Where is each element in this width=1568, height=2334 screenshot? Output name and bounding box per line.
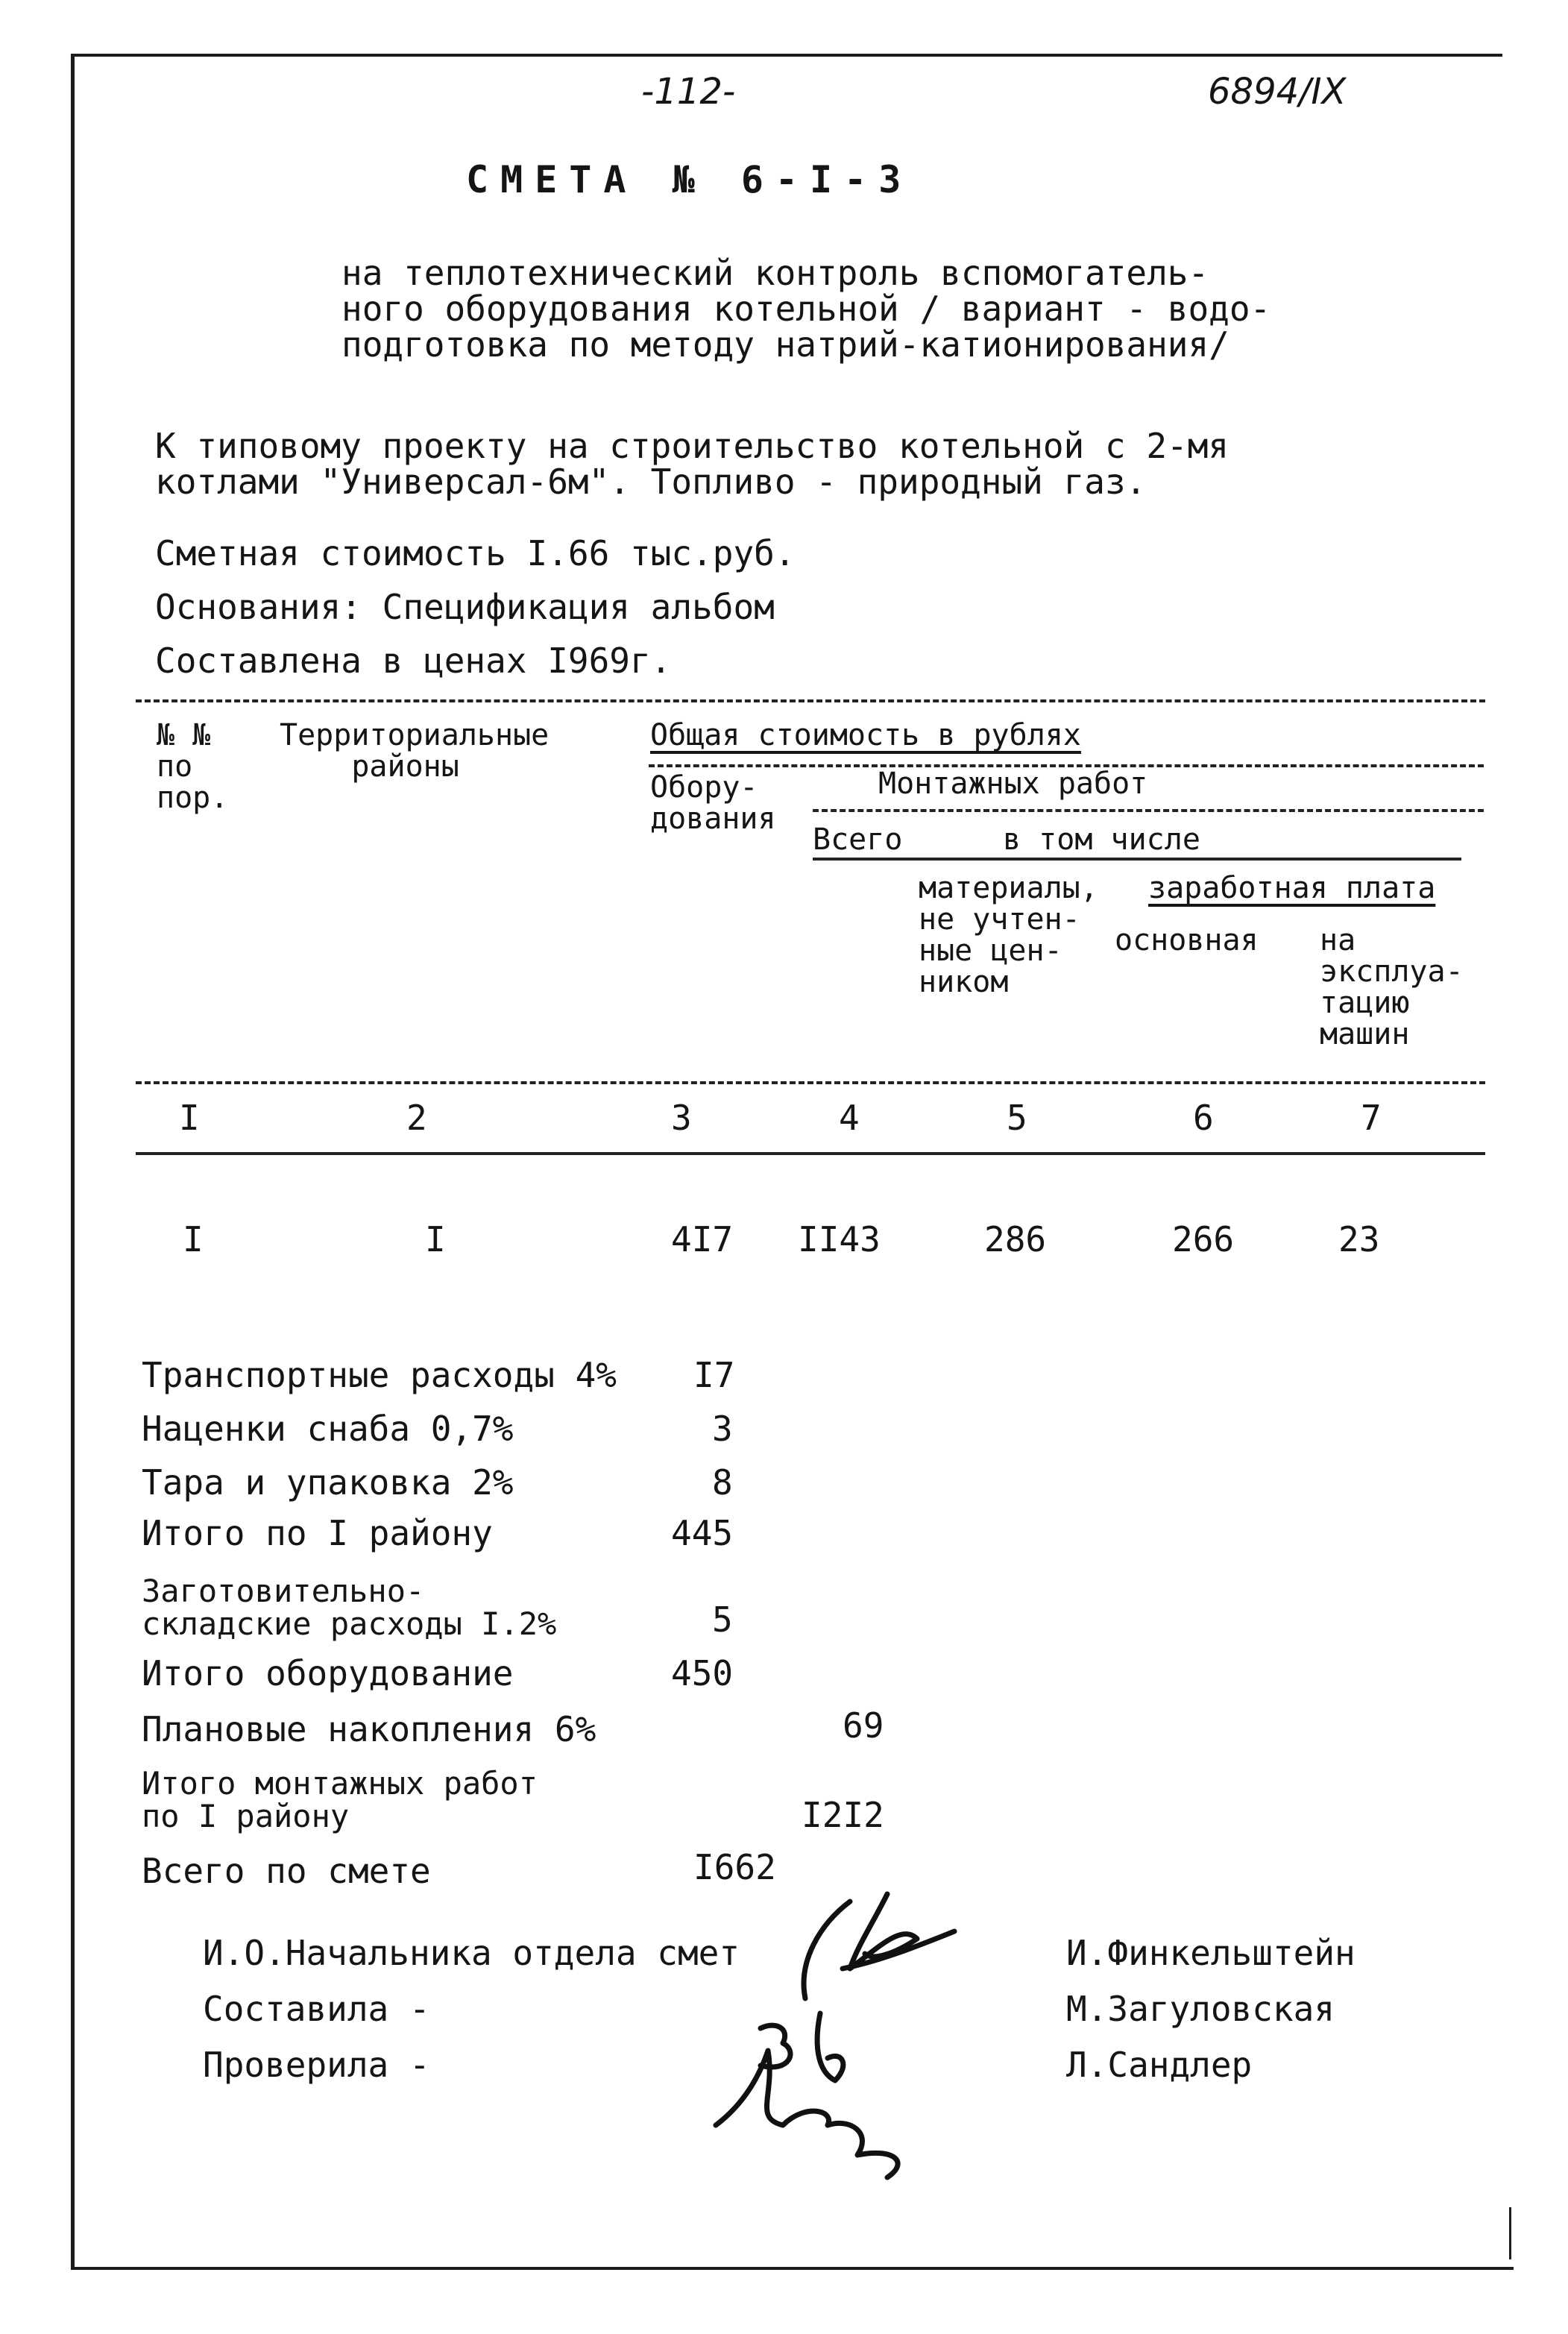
summary-value: 445 bbox=[671, 1513, 734, 1553]
summary-value: 8 bbox=[712, 1462, 733, 1503]
subtitle-line-2: ного оборудования котельной / вариант - водо- bbox=[341, 289, 1271, 329]
table-cell: II43 bbox=[798, 1219, 881, 1259]
summary-label: Итого по I району bbox=[142, 1513, 493, 1553]
header-wages: заработная плата bbox=[1148, 871, 1436, 905]
archive-number: 6894/IX bbox=[1208, 71, 1347, 113]
signature-name: И.Финкельштейн bbox=[1066, 1933, 1356, 1973]
summary-label: Итого монтажных работ по I району bbox=[142, 1765, 538, 1834]
table-cell: 266 bbox=[1172, 1219, 1235, 1259]
header-bottom-rule bbox=[136, 1081, 1485, 1084]
header-territory: Территориальные районы bbox=[280, 718, 550, 784]
table-cell: 286 bbox=[984, 1219, 1047, 1259]
frame-top-border bbox=[71, 54, 1502, 57]
column-number: 5 bbox=[1007, 1098, 1027, 1138]
including-rule bbox=[813, 858, 1461, 861]
handwritten-signatures bbox=[671, 1879, 1007, 2192]
table-cell: I bbox=[425, 1219, 446, 1259]
column-number: I bbox=[179, 1098, 200, 1138]
summary-label: Заготовительно- складские расходы I.2% bbox=[142, 1573, 557, 1642]
subtitle-line-1: на теплотехнический контроль вспомогатель- bbox=[341, 253, 1209, 293]
summary-value: I662 bbox=[693, 1847, 776, 1887]
header-num: № № по пор. bbox=[157, 718, 229, 815]
header-total-cost: Общая стоимость в рублях bbox=[650, 718, 1081, 752]
summary-value: 5 bbox=[712, 1599, 733, 1640]
signature-role: И.О.Начальника отдела смет bbox=[203, 1933, 740, 1973]
header-machines: на эксплуа- тацию машин bbox=[1320, 923, 1464, 1051]
header-basic: основная bbox=[1115, 923, 1259, 957]
frame-left-border bbox=[71, 54, 75, 2268]
page-number: -112- bbox=[641, 71, 736, 113]
project-line-1: К типовому проекту на строительство котельной с 2-мя bbox=[155, 426, 1229, 466]
estimated-cost: Сметная стоимость I.66 тыс.руб. bbox=[155, 533, 796, 573]
signature-name: М.Загуловская bbox=[1066, 1989, 1335, 2029]
summary-value: 69 bbox=[843, 1705, 884, 1746]
prices-year: Составлена в ценах I969г. bbox=[155, 641, 672, 681]
frame-bottom-border bbox=[71, 2267, 1514, 2270]
subtitle-line-3: подготовка по методу натрий-катионирования/ bbox=[341, 324, 1229, 365]
table-cell: 4I7 bbox=[671, 1219, 734, 1259]
column-numbers-rule bbox=[136, 1152, 1485, 1155]
column-number: 4 bbox=[839, 1098, 860, 1138]
column-number: 3 bbox=[671, 1098, 692, 1138]
summary-label: Тара и упаковка 2% bbox=[142, 1462, 514, 1503]
header-installation: Монтажных работ bbox=[878, 767, 1148, 801]
header-total: Всего bbox=[813, 822, 903, 857]
summary-label: Наценки снаба 0,7% bbox=[142, 1409, 514, 1449]
header-materials: материалы, не учтен- ные цен- ником bbox=[919, 871, 1098, 999]
summary-value: 3 bbox=[712, 1409, 733, 1449]
table-cell: I bbox=[183, 1219, 204, 1259]
summary-label: Плановые накопления 6% bbox=[142, 1709, 596, 1749]
signature-role: Составила - bbox=[203, 1989, 430, 2029]
summary-value: I7 bbox=[693, 1355, 735, 1395]
column-number: 7 bbox=[1361, 1098, 1382, 1138]
header-including: в том числе bbox=[1003, 822, 1200, 857]
installation-rule bbox=[813, 809, 1484, 812]
column-number: 2 bbox=[406, 1098, 427, 1138]
summary-value: 450 bbox=[671, 1653, 734, 1693]
frame-right-border bbox=[1509, 2207, 1511, 2259]
document-title: СМЕТА № 6-I-3 bbox=[466, 158, 913, 201]
summary-label: Всего по смете bbox=[142, 1851, 431, 1891]
summary-label: Транспортные расходы 4% bbox=[142, 1355, 617, 1395]
basis: Основания: Спецификация альбом bbox=[155, 587, 775, 627]
header-equipment: Обору- дования bbox=[650, 770, 776, 836]
summary-label: Итого оборудование bbox=[142, 1653, 514, 1693]
table-cell: 23 bbox=[1338, 1219, 1380, 1259]
summary-value: I2I2 bbox=[802, 1795, 884, 1835]
project-line-2: котлами "Универсал-6м". Топливо - природный газ. bbox=[155, 462, 1147, 502]
column-number: 6 bbox=[1193, 1098, 1214, 1138]
signature-role: Проверила - bbox=[203, 2045, 430, 2085]
table-top-rule bbox=[136, 699, 1485, 702]
signature-name: Л.Сандлер bbox=[1066, 2045, 1253, 2085]
